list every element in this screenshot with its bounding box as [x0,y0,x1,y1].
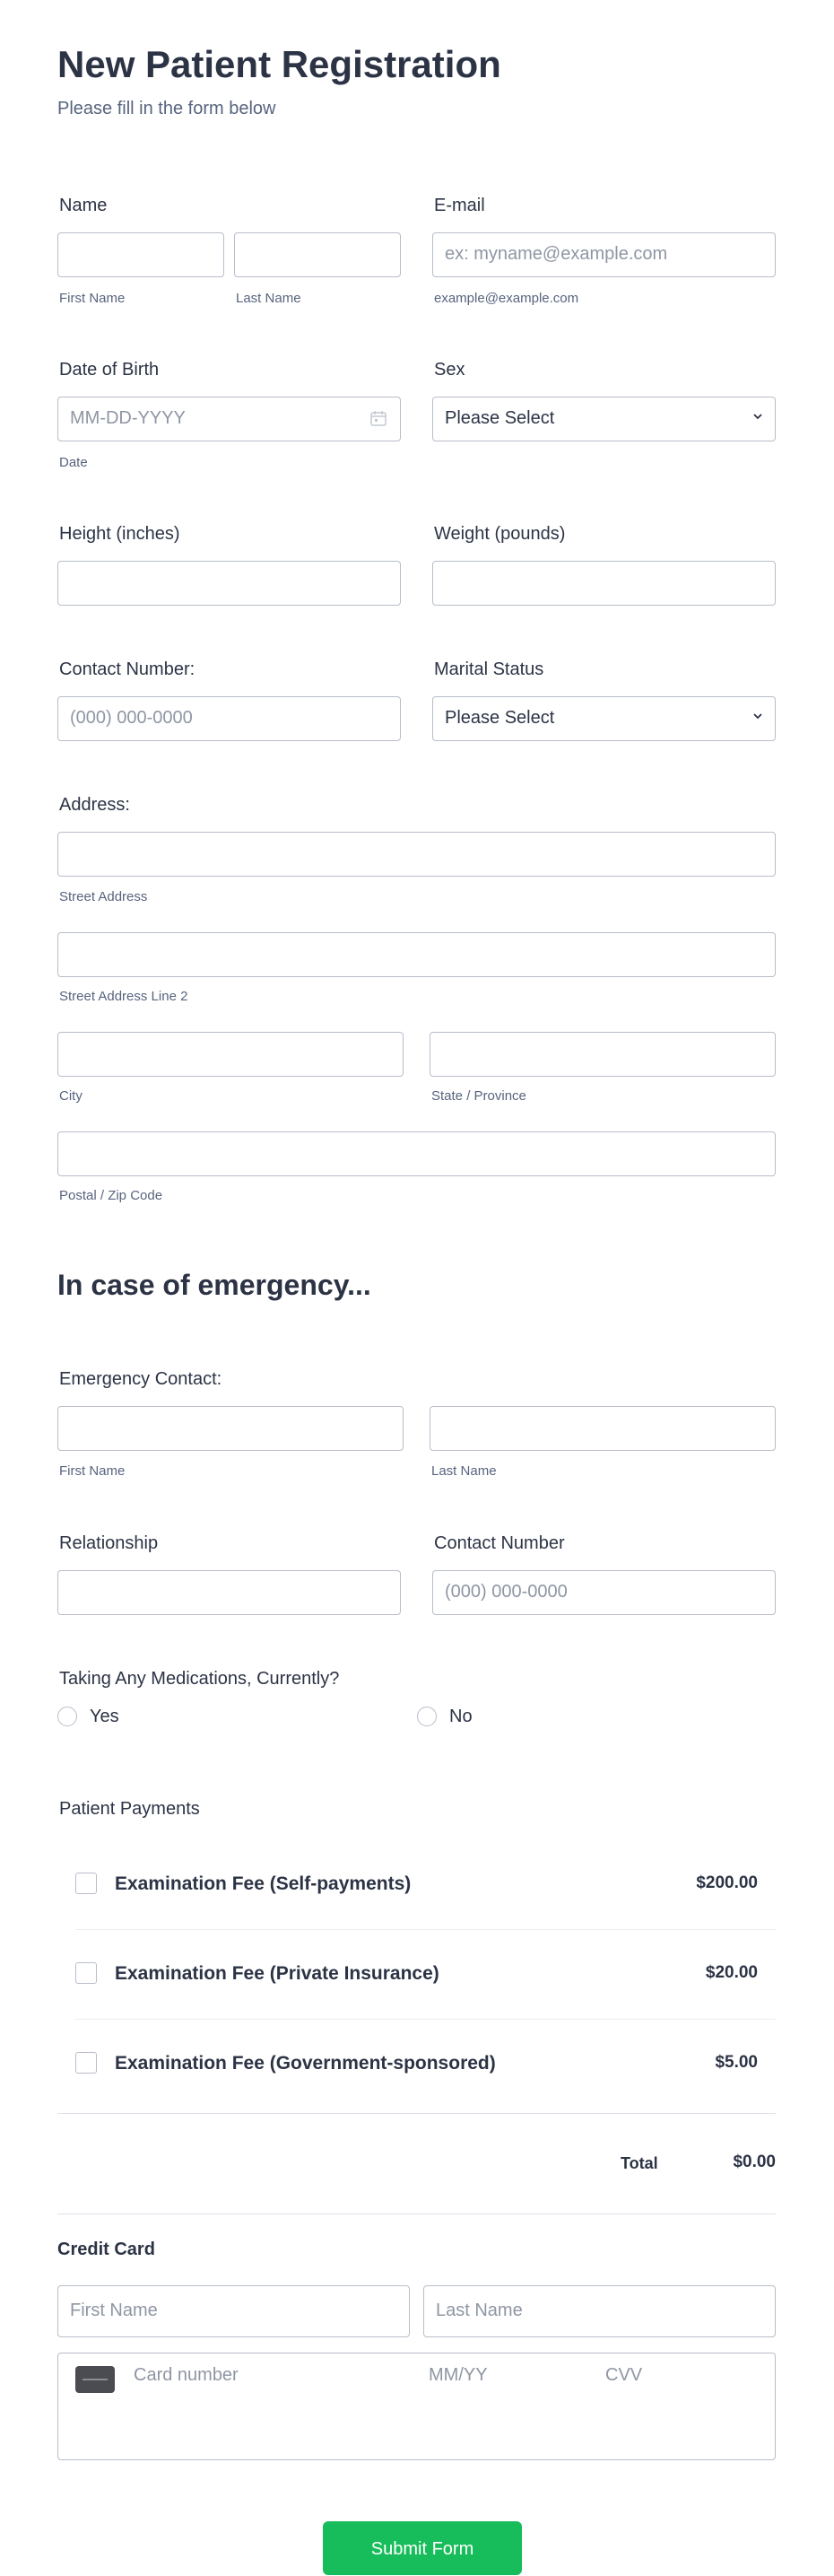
last-name-sublabel: Last Name [236,291,301,306]
emergency-first-name-sublabel: First Name [59,1463,126,1479]
emergency-last-name-input[interactable] [430,1406,776,1451]
payment-checkbox-private[interactable] [75,1962,97,1984]
card-number-input[interactable]: Card number [134,2365,239,2385]
relationship-input[interactable] [57,1570,401,1615]
city-sublabel: City [59,1088,83,1104]
chevron-down-icon [753,712,762,720]
emergency-contact-number-input[interactable]: (000) 000-0000 [432,1570,776,1615]
sex-label: Sex [434,360,465,380]
sex-selected-value: Please Select [445,408,555,428]
first-name-input[interactable] [57,232,224,277]
medications-no-radio[interactable] [417,1707,437,1726]
page-title: New Patient Registration [57,43,501,85]
total-label: Total [621,2154,658,2172]
payment-item-name[interactable]: Examination Fee (Private Insurance) [115,1963,439,1984]
emergency-heading: In case of emergency... [57,1269,371,1301]
street-address-2-input[interactable] [57,932,776,977]
card-details-field[interactable] [57,2353,776,2460]
state-input[interactable] [430,1032,776,1077]
total-value: $0.00 [733,2152,776,2171]
emergency-contact-label: Emergency Contact: [59,1369,222,1389]
city-input[interactable] [57,1032,404,1077]
zip-sublabel: Postal / Zip Code [59,1188,163,1203]
email-label: E-mail [434,196,485,215]
contact-number-label: Contact Number: [59,659,195,679]
weight-input[interactable] [432,561,776,606]
page-subtitle: Please fill in the form below [57,99,276,118]
dob-sublabel: Date [59,455,88,470]
street-address-2-sublabel: Street Address Line 2 [59,989,188,1004]
email-sublabel: example@example.com [434,291,579,306]
dob-input[interactable] [57,397,401,441]
cc-last-name-input[interactable]: Last Name [423,2285,776,2337]
contact-number-input[interactable]: (000) 000-0000 [57,696,401,741]
payment-item-name[interactable]: Examination Fee (Self-payments) [115,1873,412,1894]
marital-status-label: Marital Status [434,659,544,679]
height-label: Height (inches) [59,524,180,544]
divider [75,2019,776,2020]
height-input[interactable] [57,561,401,606]
divider [57,2113,776,2114]
cc-first-name-input[interactable]: First Name [57,2285,410,2337]
calendar-icon[interactable] [369,409,387,427]
submit-button[interactable]: Submit Form [323,2521,522,2575]
street-address-sublabel: Street Address [59,889,148,904]
chevron-down-icon [753,412,762,421]
payment-item-price: $20.00 [705,1963,758,1982]
payment-item-price: $200.00 [696,1873,758,1892]
email-input[interactable]: ex: myname@example.com [432,232,776,277]
weight-label: Weight (pounds) [434,524,566,544]
zip-input[interactable] [57,1131,776,1176]
credit-card-icon [75,2366,115,2393]
first-name-sublabel: First Name [59,291,126,306]
medications-yes-label[interactable]: Yes [90,1707,119,1726]
medications-yes-radio[interactable] [57,1707,77,1726]
credit-card-label: Credit Card [57,2240,155,2259]
address-label: Address: [59,795,130,815]
state-sublabel: State / Province [431,1088,526,1104]
payments-label: Patient Payments [59,1799,200,1819]
street-address-input[interactable] [57,832,776,877]
sex-select[interactable] [432,397,776,441]
payment-checkbox-self[interactable] [75,1873,97,1894]
payment-item-name[interactable]: Examination Fee (Government-sponsored) [115,2053,496,2074]
emergency-first-name-input[interactable] [57,1406,404,1451]
expiry-input[interactable]: MM/YY [429,2365,488,2385]
marital-status-select[interactable] [432,696,776,741]
emergency-contact-number-label: Contact Number [434,1533,565,1553]
dob-label: Date of Birth [59,360,160,380]
relationship-label: Relationship [59,1533,159,1553]
medications-label: Taking Any Medications, Currently? [59,1669,340,1689]
marital-selected-value: Please Select [445,708,555,728]
divider [75,1929,776,1930]
medications-no-label[interactable]: No [449,1707,473,1726]
emergency-last-name-sublabel: Last Name [431,1463,497,1479]
payment-item-price: $5.00 [715,2053,758,2072]
dob-placeholder: MM-DD-YYYY [70,408,186,428]
last-name-input[interactable] [234,232,401,277]
name-label: Name [59,196,108,215]
cvv-input[interactable]: CVV [605,2365,643,2385]
payment-checkbox-government[interactable] [75,2052,97,2074]
